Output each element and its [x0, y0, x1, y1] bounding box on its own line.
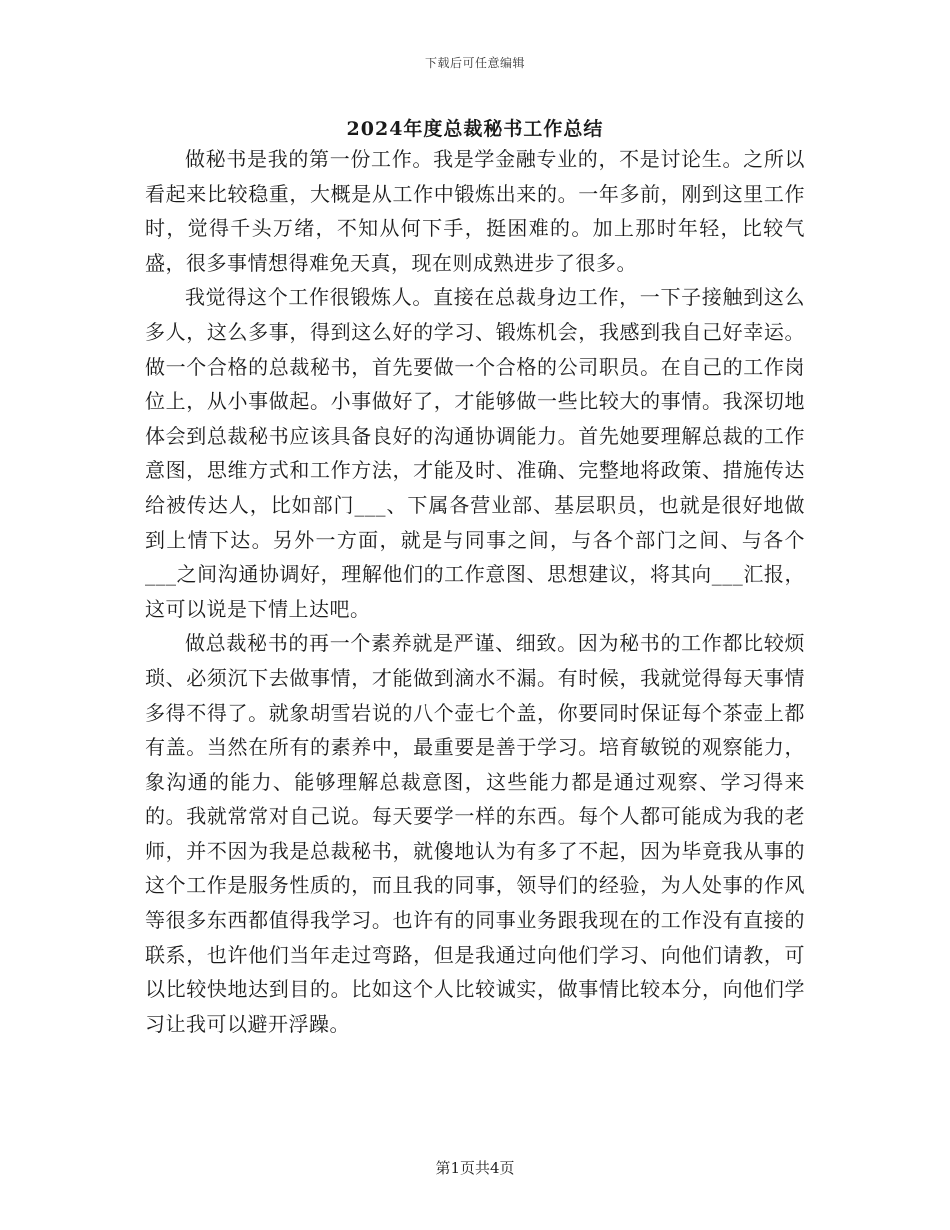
- header-note: 下载后可任意编辑: [424, 56, 525, 70]
- document-body: [145, 142, 805, 1041]
- page-number: 第1页共4页: [435, 1159, 515, 1177]
- paragraph-3: 做总裁秘书的再一个素养就是严谨、细致。因为秘书的工作都比较烦琐、必须沉下去做事情，才能做到滴水不漏。有时候，我就觉得每天事情多得不得了。就象胡雪岩说的八个壶七个盖，你要同时保证每个茶壶上都有盖。当然在所有的素养中，最重要是善于学习。培育敏锐的观察能力，象沟通的能力、能够理解总裁意图，这些能力都是通过观察、学习得来的。我就常常对自己说。每天要学一样的东西。每个人都可能成为我的老师，并不因为我是总裁秘书，就傻地认为有多了不起，因为毕竟我从事的这个工作是服务性质的，而且我的同事，领导们的经验，为人处事的作风等很多东西都值得我学习。也许有的同事业务跟我现在的工作没有直接的联系，也许他们当年走过弯路，但是我通过向他们学习、向他们请教，可以比较快地达到目的。比如这个人比较诚实，做事情比较本分，向他们学习让我可以避开浮躁。: [145, 631, 805, 1036]
- paragraph-1: 做秘书是我的第一份工作。我是学金融专业的，不是讨论生。之所以看起来比较稳重，大概是从工作中锻炼出来的。一年多前，刚到这里工作时，觉得千头万绪，不知从何下手，挺困难的。加上那时年轻，比较气盛，很多事情想得难免天真，现在则成熟进步了很多。: [145, 147, 805, 275]
- paragraph-2: 我觉得这个工作很锻炼人。直接在总裁身边工作，一下子接触到这么多人，这么多事，得到这么好的学习、锻炼机会，我感到我自己好幸运。做一个合格的总裁秘书，首先要做一个合格的公司职员。在自己的工作岗位上，从小事做起。小事做好了，才能够做一些比较大的事情。我深切地体会到总裁秘书应该具备良好的沟通协调能力。首先她要理解总裁的工作意图，思维方式和工作方法，才能及时、准确、完整地将政策、措施传达给被传达人，比如部门___、下属各营业部、基层职员，也就是很好地做到上情下达。另外一方面，就是与同事之间，与各个部门之间、与各个___之间沟通协调好，理解他们的工作意图、思想建议，将其向___汇报，这可以说是下情上达吧。: [145, 285, 805, 621]
- document-title: 2024年度总裁秘书工作总结: [346, 118, 604, 140]
